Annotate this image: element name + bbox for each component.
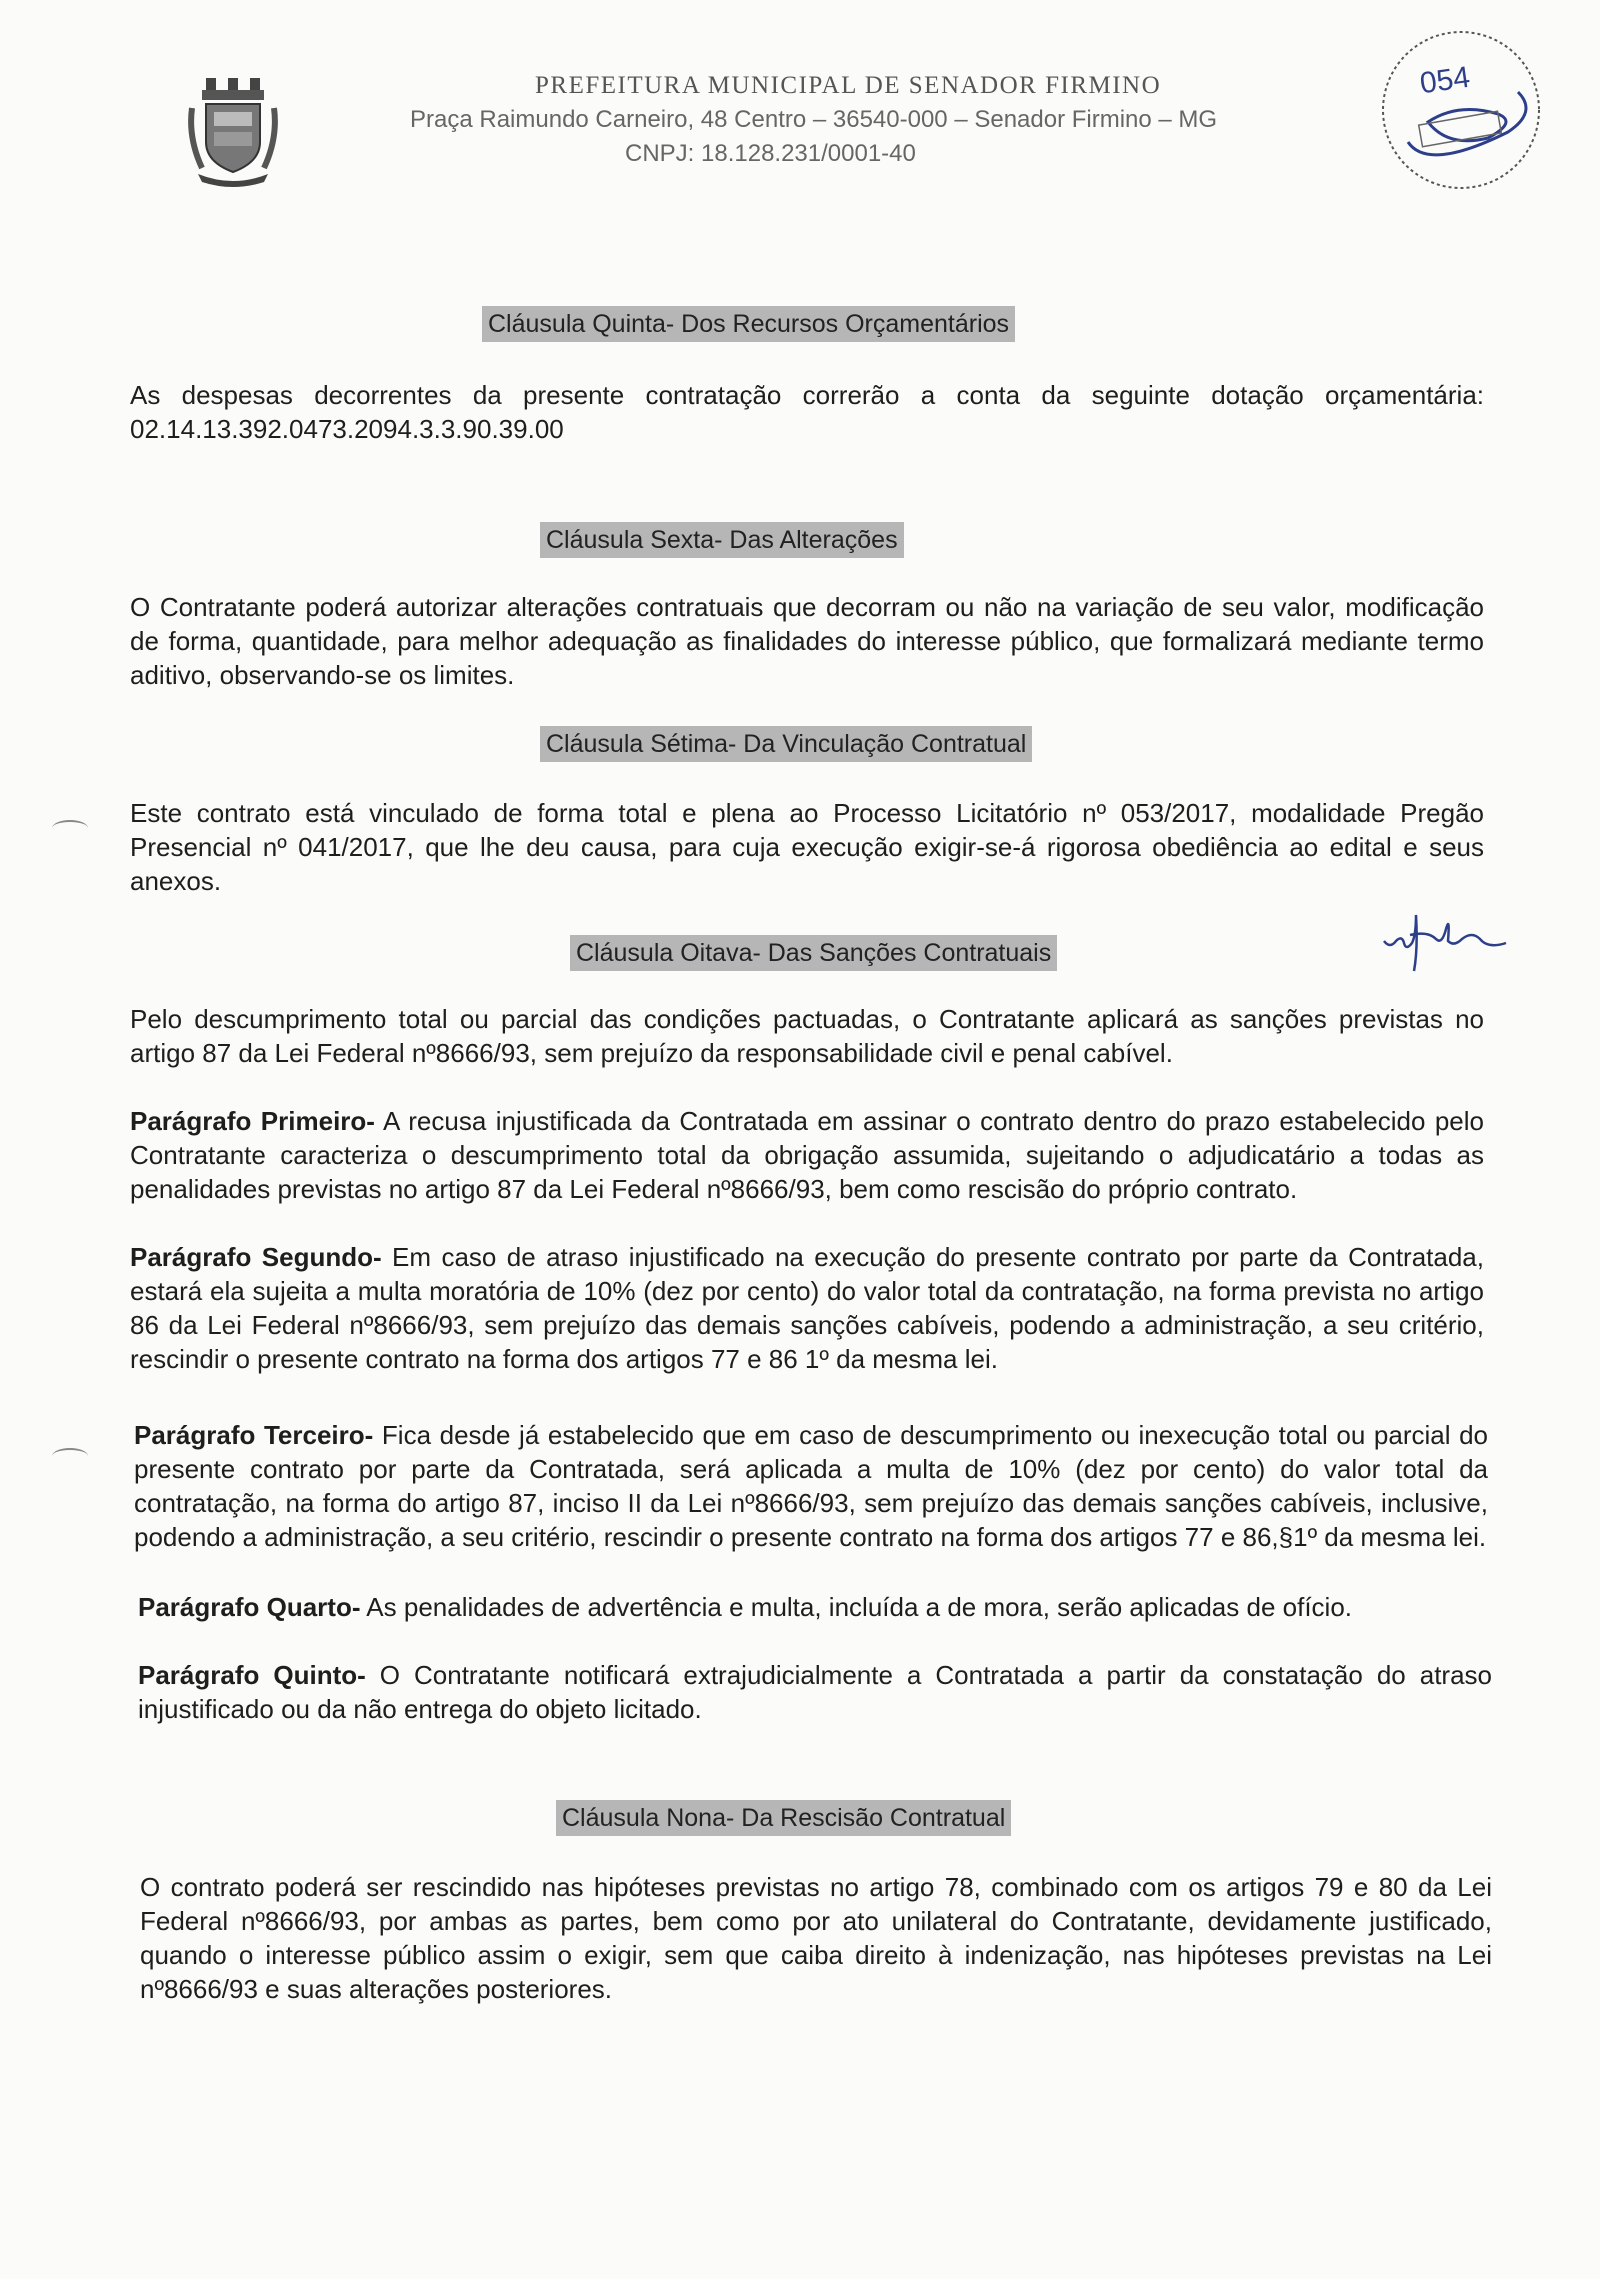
margin-mark — [52, 1448, 88, 1464]
paragraph-label: Parágrafo Primeiro- — [130, 1106, 375, 1136]
municipality-title: PREFEITURA MUNICIPAL DE SENADOR FIRMINO — [535, 72, 1162, 99]
municipality-cnpj: CNPJ: 18.128.231/0001-40 — [625, 140, 916, 167]
paragraph-label: Parágrafo Quinto- — [138, 1660, 366, 1690]
clause-5-text: As despesas decorrentes da presente contratação correrão a conta da seguinte dotação orçamentária: 02.14.13.392.0473.2094.3.3.90.39.00 — [130, 380, 1484, 444]
paragraph-quarto — [138, 1590, 1492, 1624]
paragraph-text: Fica desde já estabelecido que em caso de descumprimento ou inexecução total ou parcial do presente contrato por parte da Contratada, será aplicada a multa de 10% (dez por cento) do valor total da contratação, na forma do artigo 87, inciso II da Lei nº8666/93, sem prejuízo das demais sanções cabíveis, inclusive, podendo a administração, a seu critério, rescindir o presente contrato na forma dos artigos 77 e 86,§1º da mesma lei. — [134, 1420, 1489, 1552]
clause-8-heading: Cláusula Oitava- Das Sanções Contratuais — [570, 935, 1057, 971]
clause-7-text: Este contrato está vinculado de forma total e plena ao Processo Licitatório nº 053/2017, modalidade Pregão Presencial nº 041/2017, que lhe deu causa, para cuja execução exigir-se-á rigorosa obediência ao edital e seus anexos. — [130, 798, 1484, 896]
paragraph-label: Parágrafo Quarto- — [138, 1592, 361, 1622]
paragraph-terceiro — [134, 1418, 1488, 1554]
clause-7-heading: Cláusula Sétima- Da Vinculação Contratual — [540, 726, 1032, 762]
paragraph-quinto — [138, 1658, 1492, 1726]
municipality-address: Praça Raimundo Carneiro, 48 Centro – 36540-000 – Senador Firmino – MG — [410, 106, 1218, 133]
stamp-page-number: 054 — [1417, 60, 1473, 101]
paragraph-text: O Contratante notificará extrajudicialmente a Contratada a partir da constatação do atraso injustificado ou da não entrega do objeto licitado. — [138, 1660, 1492, 1724]
clause-5-heading: Cláusula Quinta- Dos Recursos Orçamentários — [482, 306, 1015, 342]
paragraph-label: Parágrafo Segundo- — [130, 1242, 382, 1272]
paragraph-text: Em caso de atraso injustificado na execução do presente contrato por parte da Contratada, estará ela sujeita a multa moratória de 10% (dez por cento) do valor total da contratação, na forma prevista no artigo 86 da Lei Federal nº8666/93, sem prejuízo das demais sanções cabíveis, podendo a administração, a seu critério, rescindir o presente contrato na forma dos artigos 77 e 86 1º da mesma lei. — [130, 1242, 1484, 1374]
paragraph-primeiro — [130, 1104, 1484, 1206]
clause-6-text: O Contratante poderá autorizar alterações contratuais que decorram ou não na variação de seu valor, modificação de forma, quantidade, para melhor adequação as finalidades do interesse público, que formalizará mediante termo aditivo, observando-se os limites. — [130, 592, 1484, 690]
clause-8-text: Pelo descumprimento total ou parcial das condições pactuadas, o Contratante aplicará as sanções previstas no artigo 87 da Lei Federal nº8666/93, sem prejuízo da responsabilidade civil e penal cabível. — [130, 1004, 1484, 1068]
paragraph-text: A recusa injustificada da Contratada em assinar o contrato dentro do prazo estabelecido pelo Contratante caracteriza o descumprimento total da obrigação assumida, sujeitando o adjudicatário a todas as penalidades previstas no artigo 87 da Lei Federal nº8666/93, bem como rescisão do próprio contrato. — [130, 1106, 1484, 1204]
clause-9-text: O contrato poderá ser rescindido nas hipóteses previstas no artigo 78, combinado com os artigos 79 e 80 da Lei Federal nº8666/93, por ambas as partes, bem como por ato unilateral do Contratante, devidamente justificado, quando o interesse público assim o exigir, sem que caiba direito à indenização, nas hipóteses previstas na Lei nº8666/93 e suas alterações posteriores. — [140, 1872, 1492, 2004]
letterhead — [0, 0, 1600, 200]
clause-6-heading: Cláusula Sexta- Das Alterações — [540, 522, 904, 558]
paragraph-label: Parágrafo Terceiro- — [134, 1420, 374, 1450]
page-number-stamp — [1368, 22, 1554, 202]
paragraph-segundo — [130, 1240, 1484, 1376]
clause-9-heading: Cláusula Nona- Da Rescisão Contratual — [556, 1800, 1011, 1836]
municipal-crest-icon — [188, 78, 278, 188]
margin-mark — [52, 820, 88, 836]
handwritten-initials — [1380, 905, 1510, 975]
paragraph-text: As penalidades de advertência e multa, incluída a de mora, serão aplicadas de ofício. — [360, 1592, 1353, 1622]
